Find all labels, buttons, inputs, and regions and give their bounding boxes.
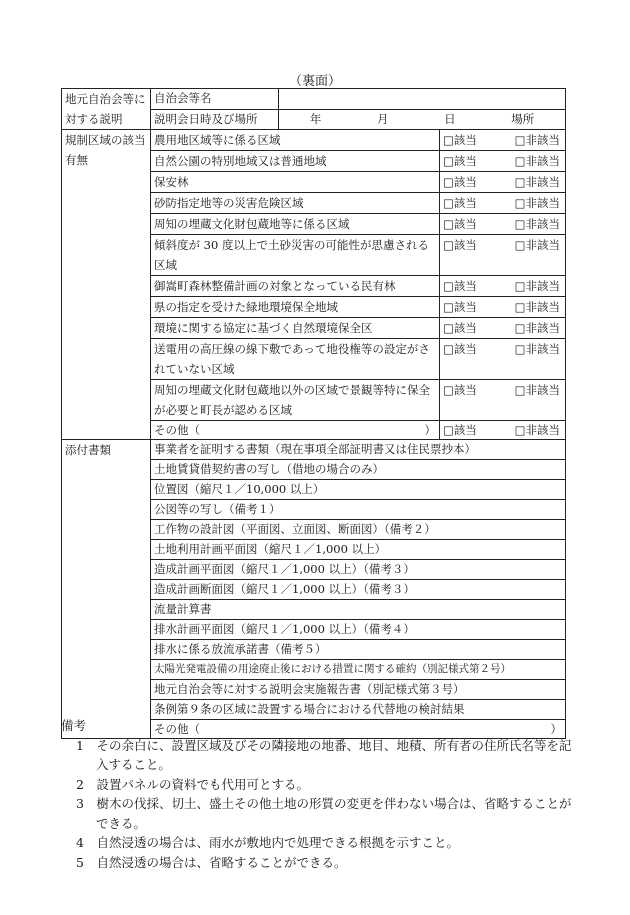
regulation-item: 御嵩町森林整備計画の対象となっている民有林 <box>151 276 440 297</box>
date-month-label: 月 <box>376 111 389 126</box>
meeting-date-field[interactable] <box>279 109 566 130</box>
yes-checkbox[interactable]: □該当 <box>443 154 477 168</box>
attachment-item: 条例第９条の区域に設置する場合における代替地の検討結果 <box>151 700 566 720</box>
regulation-label: 規制区域の該当有無 <box>62 130 151 440</box>
no-checkbox[interactable]: □非該当 <box>514 300 560 314</box>
no-checkbox[interactable]: □非該当 <box>514 133 560 147</box>
header-left-label: 地元自治会等に対する説明 <box>62 89 151 130</box>
yes-checkbox[interactable]: □該当 <box>443 383 477 397</box>
regulation-item: 砂防指定地等の災害危険区域 <box>151 193 440 214</box>
yes-checkbox[interactable]: □該当 <box>443 423 477 437</box>
applicability-checkboxes[interactable] <box>440 214 566 235</box>
regulation-item: 送電用の高圧線の線下敷であって地役権等の設定がされていない区域 <box>151 339 440 380</box>
attachment-item: 位置図（縮尺１／10,000 以上） <box>151 480 566 500</box>
regulation-item: 周知の埋蔵文化財包蔵地以外の区域で景観等特に保全が必要と町長が認める区域 <box>151 380 440 421</box>
applicability-checkboxes[interactable] <box>440 151 566 172</box>
org-value-field[interactable] <box>279 89 566 110</box>
attachment-item: 土地賃貸借契約書の写し（借地の場合のみ） <box>151 460 566 480</box>
applicability-checkboxes[interactable] <box>440 193 566 214</box>
other-close: ） <box>424 423 436 437</box>
note-item: 3 樹木の伐採、切土、盛土その他土地の形質の変更を伴わない場合は、省略することができる。 <box>76 796 572 831</box>
applicability-checkboxes[interactable] <box>440 339 566 380</box>
applicability-checkboxes[interactable] <box>440 172 566 193</box>
yes-checkbox[interactable]: □該当 <box>443 133 477 147</box>
regulation-item: 県の指定を受けた緑地環境保全地域 <box>151 297 440 318</box>
yes-checkbox[interactable]: □該当 <box>443 175 477 189</box>
note-item: 5 自然浸透の場合は、省略することができる。 <box>76 854 347 870</box>
regulation-item: 保安林 <box>151 172 440 193</box>
form-table <box>61 88 566 739</box>
applicability-checkboxes[interactable] <box>440 380 566 421</box>
notes-section <box>61 716 581 872</box>
attachment-item: 太陽光発電設備の用途廃止後における措置に関する確約（別記様式第２号） <box>151 660 566 680</box>
org-label: 自治会等名 <box>151 89 279 110</box>
yes-checkbox[interactable]: □該当 <box>443 238 477 252</box>
yes-checkbox[interactable]: □該当 <box>443 300 477 314</box>
attachments-label: 添付書類 <box>62 440 151 739</box>
regulation-other-field[interactable] <box>151 421 440 440</box>
applicability-checkboxes[interactable] <box>440 276 566 297</box>
applicability-checkboxes[interactable] <box>440 318 566 339</box>
yes-checkbox[interactable]: □該当 <box>443 321 477 335</box>
date-place-label: 場所 <box>511 111 535 126</box>
no-checkbox[interactable]: □非該当 <box>514 342 560 356</box>
attachment-item: 土地利用計画平面図（縮尺１／1,000 以上） <box>151 540 566 560</box>
no-checkbox[interactable]: □非該当 <box>514 217 560 231</box>
no-checkbox[interactable]: □非該当 <box>514 175 560 189</box>
attachment-item: 流量計算書 <box>151 600 566 620</box>
other-label: その他（ <box>154 423 200 437</box>
no-checkbox[interactable]: □非該当 <box>514 279 560 293</box>
attachment-item: 排水に係る放流承諾書（備考５） <box>151 640 566 660</box>
attachment-item: 地元自治会等に対する説明会実施報告書（別記様式第３号） <box>151 680 566 700</box>
no-checkbox[interactable]: □非該当 <box>514 423 560 437</box>
no-checkbox[interactable]: □非該当 <box>514 238 560 252</box>
note-item: 2 設置パネルの資料でも代用可とする。 <box>76 776 309 792</box>
notes-heading: 備考 <box>61 718 87 733</box>
attachment-item: 造成計画平面図（縮尺１／1,000 以上）（備考３） <box>151 560 566 580</box>
regulation-item: 傾斜度が 30 度以上で土砂災害の可能性が思慮される区域 <box>151 235 440 276</box>
other-close: ） <box>550 722 562 736</box>
applicability-checkboxes[interactable] <box>440 130 566 151</box>
applicability-checkboxes[interactable] <box>440 235 566 276</box>
attachment-item: 排水計画平面図（縮尺１／1,000 以上）（備考４） <box>151 620 566 640</box>
no-checkbox[interactable]: □非該当 <box>514 196 560 210</box>
yes-checkbox[interactable]: □該当 <box>443 217 477 231</box>
attachment-item: 事業者を証明する書類（現在事項全部証明書又は住民票抄本） <box>151 440 566 460</box>
applicability-checkboxes[interactable] <box>440 421 566 440</box>
date-year-label: 年 <box>309 111 322 126</box>
regulation-item: 周知の埋蔵文化財包蔵地等に係る区域 <box>151 214 440 235</box>
yes-checkbox[interactable]: □該当 <box>443 342 477 356</box>
attachment-item: 造成計画断面図（縮尺１／1,000 以上）（備考３） <box>151 580 566 600</box>
regulation-item: 自然公園の特別地域又は普通地域 <box>151 151 440 172</box>
attachment-item: 公図等の写し（備考１） <box>151 500 566 520</box>
no-checkbox[interactable]: □非該当 <box>514 321 560 335</box>
no-checkbox[interactable]: □非該当 <box>514 383 560 397</box>
regulation-item: 環境に関する協定に基づく自然環境保全区 <box>151 318 440 339</box>
page-title: （裏面） <box>288 74 341 89</box>
note-item: 1 その余白に、設置区域及びその隣接地の地番、地目、地積、所有者の住所氏名等を記入すること。 <box>76 737 572 772</box>
yes-checkbox[interactable]: □該当 <box>443 279 477 293</box>
date-day-label: 日 <box>444 111 456 126</box>
regulation-item: 農用地区域等に係る区域 <box>151 130 440 151</box>
yes-checkbox[interactable]: □該当 <box>443 196 477 210</box>
other-label: その他（ <box>154 722 200 736</box>
applicability-checkboxes[interactable] <box>440 297 566 318</box>
note-item: 4 自然浸透の場合は、雨水が敷地内で処理できる根拠を示すこと。 <box>76 835 459 850</box>
attachment-item: 工作物の設計図（平面図、立面図、断面図）（備考２） <box>151 520 566 540</box>
meeting-label: 説明会日時及び場所 <box>151 109 279 130</box>
no-checkbox[interactable]: □非該当 <box>514 154 560 168</box>
